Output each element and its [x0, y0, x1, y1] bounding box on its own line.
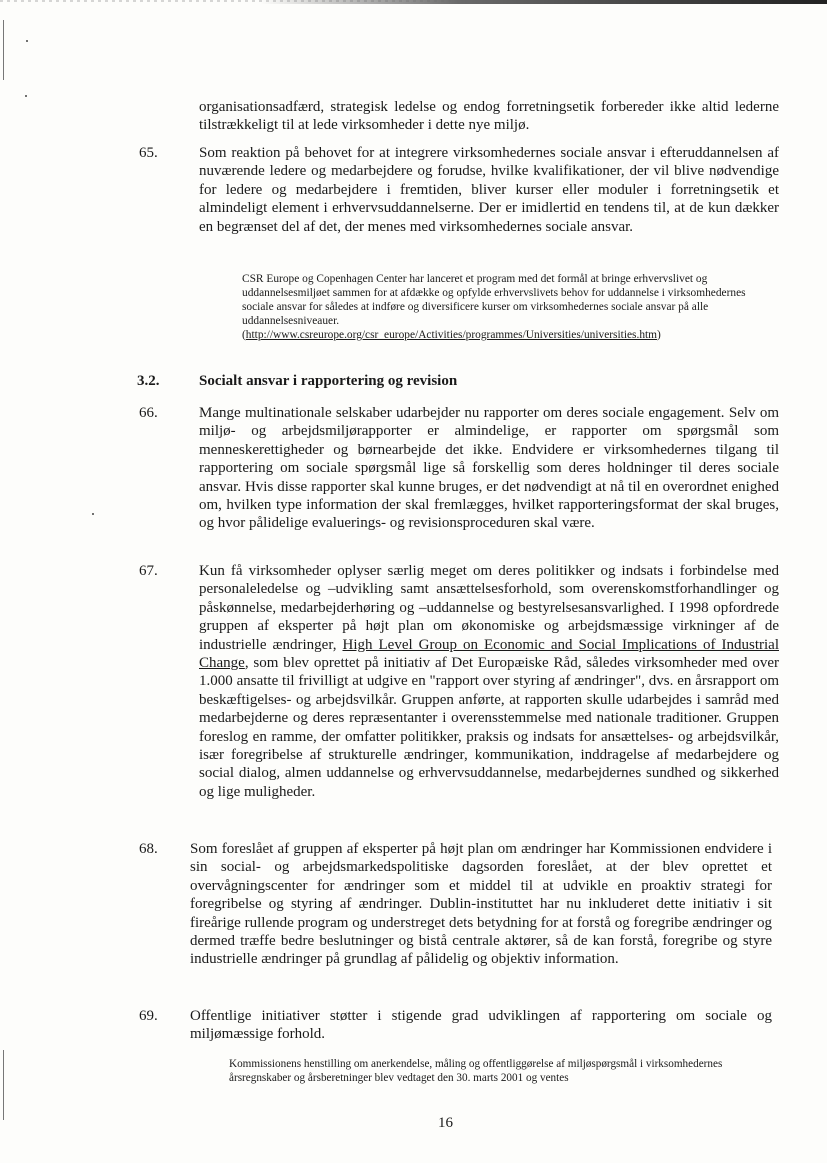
paragraph-number-65: 65.: [139, 145, 158, 161]
footnote-csr-text: CSR Europe og Copenhagen Center har lanceret et program med det formål at bringe erhvervslivet og uddannelsesmiljøet sammen for at afdække og opfylde erhvervslivets behov for uddannelse i virksomhedernes sociale ansvar for således at indføre og diversificere kurser om virksomhedernes sociale ansvar på alle uddannelsesniveauer.: [242, 273, 746, 327]
paragraph-number-67: 67.: [139, 563, 158, 579]
paragraph-65: Som reaktion på behovet for at integrere virksomhedernes sociale ansvar i efteruddannelsen af nuværende ledere og medarbejdere og forudse, hvilke kvalifikationer, der vil blive nødvendige for ledere og medarbejdere i fremtiden, bliver kurser eller moduler i forretningsetik et almindeligt element i erhvervsuddannelserne. Der er imidlertid en tendens til, at de kun dækker en begrænset del af det, der menes med virksomhedernes sociale ansvar.: [199, 145, 779, 235]
scan-speck: [92, 513, 94, 515]
scan-margin-mark: [3, 1050, 4, 1120]
scan-speck: [25, 95, 27, 97]
footnote-paren-close: ): [657, 329, 661, 341]
paragraph-68: Som foreslået af gruppen af eksperter på højt plan om ændringer har Kommissionen endvidere i sin social- og arbejdsmarkedspolitiske dagsorden foreslået, at der blev oprettet et overvågningscenter for ændringer som et middel til at udvikle en proaktiv strategi for foregribelse og styring af ændringer. Dublin-instituttet har nu inkluderet dette initiativ i sit fireårige rullende program og understreget dets betydning for at forstå og foregribe ændringer og dermed træffe bedre beslutninger og bistå centrale aktører, så de kan forstå, foregribe og styre industrielle ændringer på grundlag af pålidelig og objektiv information.: [190, 841, 772, 968]
scan-edge-dark: [260, 0, 827, 4]
paragraph-67-text-after: , som blev oprettet på initiativ af Det Europæiske Råd, således virksomheder med over 1.000 ansatte til frivilligt at udgive en "rapport over styring af ændringer", dvs. en årsrapport om beskæftigelses- og arbejdsvilkår. Gruppen anførte, at rapporten skulle udarbejdes i samråd med medarbejderne og deres repræsentanter i overensstemmelse med nationale traditioner. Gruppen foreslog en ramme, der omfatter politikker, praksis og indsats for ansættelses- og arbejdsvilkår, især foregribelse af strukturelle ændringer, kommunikation, inddragelse af medarbejdere og social dialog, almen uddannelse og erhvervsuddannelse, medarbejdernes sundhed og sikkerhed og lige muligheder.: [199, 655, 779, 800]
paragraph-66: Mange multinationale selskaber udarbejder nu rapporter om deres sociale engagement. Selv om miljø- og arbejdsmiljørapporter er almindelige, er rapporter om spørgsmål som menneskerettigheder og børnearbejde det ikke. Endvidere er virksomhedernes tilgang til rapportering om sociale spørgsmål lige så forskellig som deres holdninger til deres sociale ansvar. Hvis disse rapporter skal kunne bruges, er det nødvendigt at nå til en overordnet enighed om, hvilken type information der skal fremlægges, hvilket rapporteringsformat der skal bruges, og hvor pålidelige evaluerings- og revisionsproceduren skal være.: [199, 405, 779, 532]
paragraph-number-69: 69.: [139, 1008, 158, 1024]
paragraph-69: Offentlige initiativer støtter i stigende grad udviklingen af rapportering om sociale og miljømæssige forhold.: [190, 1008, 772, 1043]
hlg-link[interactable]: High Level Group on Economic and Social Implications of Industrial Change: [199, 636, 779, 672]
paragraph-continued: organisationsadfærd, strategisk ledelse og endog forretningsetik forbereder ikke altid lederne tilstrækkeligt til at lede virksomheder i dette nye miljø.: [199, 99, 779, 134]
footnote-commission: Kommissionens henstilling om anerkendelse, måling og offentliggørelse af miljøspørgsmål i virksomhedernes årsregnskaber og årsberetninger blev vedtaget den 30. marts 2001 og ventes: [229, 1058, 723, 1084]
footnote-box-csr: [242, 272, 764, 342]
scan-margin-mark: [3, 20, 4, 80]
paragraph-number-66: 66.: [139, 405, 158, 421]
paragraph-number-68: 68.: [139, 841, 158, 857]
footnote-csr-link[interactable]: http://www.csreurope.org/csr_europe/Activities/programmes/Universities/universities.htm: [245, 329, 658, 341]
page-number: 16: [438, 1115, 453, 1131]
section-title: Socialt ansvar i rapportering og revision: [199, 373, 458, 389]
scan-speck: [26, 40, 28, 42]
section-number: 3.2.: [137, 373, 160, 389]
paragraph-67-text-before: Kun få virksomheder oplyser særlig meget om deres politikker og indsats i forbindelse med personaleledelse og –udvikling samt ansættelsesforhold, som overenskomstforhandlinger og påskønnelse, medarbejderhøring og –uddannelse og bestyrelsesansvarlighed. I 1998 opfordrede gruppen af eksperter på højt plan om økonomiske og arbejdsmæssige virkninger af de industrielle ændringer,: [199, 563, 779, 653]
paragraph-67: [199, 562, 779, 801]
footnote-paren-open: (: [242, 329, 246, 341]
